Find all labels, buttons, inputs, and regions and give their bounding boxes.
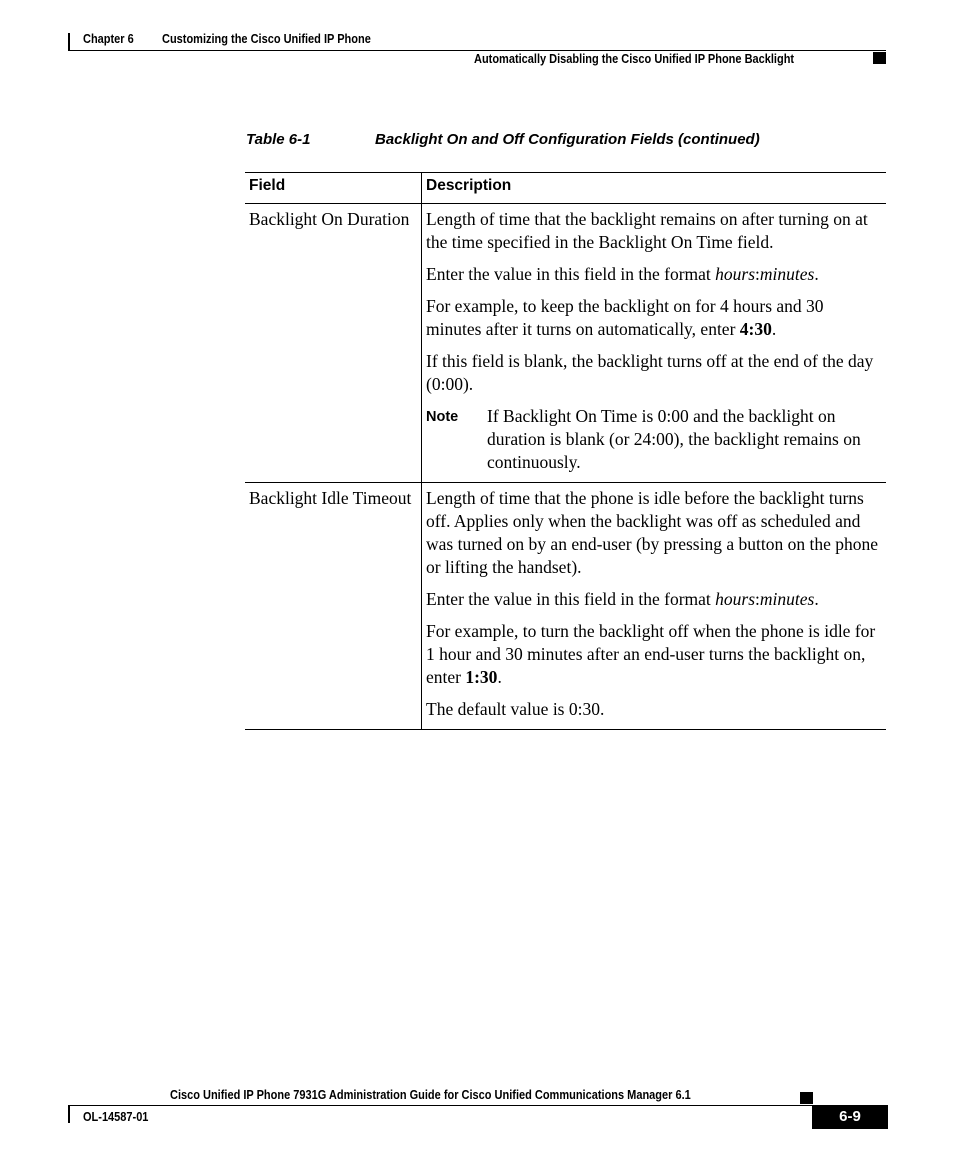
header-chapter: Chapter 6 — [83, 32, 134, 46]
description-format-paragraph: Enter the value in this field in the format hours:minutes. — [426, 264, 819, 284]
table-row — [245, 204, 886, 483]
backlight-fields-table — [245, 172, 886, 730]
table-title: Backlight On and Off Configuration Fields (continued) — [375, 131, 760, 148]
field-description — [422, 204, 887, 483]
table-caption — [246, 131, 760, 148]
description-paragraph: If this field is blank, the backlight turns off at the end of the day (0:00). — [426, 351, 874, 394]
description-paragraph: The default value is 0:30. — [426, 699, 605, 719]
page-number: 6-9 — [839, 1108, 861, 1125]
footer-doc-number: OL-14587-01 — [83, 1110, 149, 1124]
description-example-paragraph: For example, to turn the backlight off when the phone is idle for 1 hour and 30 minutes after an end-user turns the backlight on, enter 1:30. — [426, 621, 876, 687]
footer-marker-square — [800, 1092, 813, 1104]
note-block — [426, 405, 878, 474]
field-description — [422, 483, 887, 730]
header-rule — [68, 50, 886, 51]
field-name: Backlight On Duration — [245, 204, 422, 483]
description-paragraph: Length of time that the phone is idle before the backlight turns off. Applies only when the backlight was off as scheduled and was turned on by an end-user (by pressing a button on the phone or lifting the handset). — [426, 488, 878, 577]
header-section-title: Automatically Disabling the Cisco Unified IP Phone Backlight — [474, 52, 795, 66]
description-format-paragraph: Enter the value in this field in the format hours:minutes. — [426, 589, 819, 609]
footer-rule — [68, 1105, 886, 1106]
footer-left-bar — [68, 1105, 70, 1123]
field-name: Backlight Idle Timeout — [245, 483, 422, 730]
table-row — [245, 483, 886, 730]
page-number-box — [812, 1105, 888, 1129]
header-chapter-title: Customizing the Cisco Unified IP Phone — [162, 32, 371, 46]
description-example-paragraph: For example, to keep the backlight on for 4 hours and 30 minutes after it turns on automatically, enter 4:30. — [426, 296, 824, 339]
note-text: If Backlight On Time is 0:00 and the backlight on duration is blank (or 24:00), the backlight remains on continuously. — [487, 406, 861, 472]
header-marker-square — [873, 52, 886, 64]
footer-guide-title: Cisco Unified IP Phone 7931G Administration Guide for Cisco Unified Communications Manager 6.1 — [170, 1088, 691, 1102]
note-label: Note — [426, 409, 459, 425]
column-header-field: Field — [245, 173, 422, 204]
table-number: Table 6-1 — [246, 131, 311, 148]
column-header-description: Description — [422, 173, 887, 204]
header-left-bar — [68, 33, 70, 50]
description-paragraph: Length of time that the backlight remains on after turning on at the time specified in the Backlight On Time field. — [426, 209, 868, 252]
